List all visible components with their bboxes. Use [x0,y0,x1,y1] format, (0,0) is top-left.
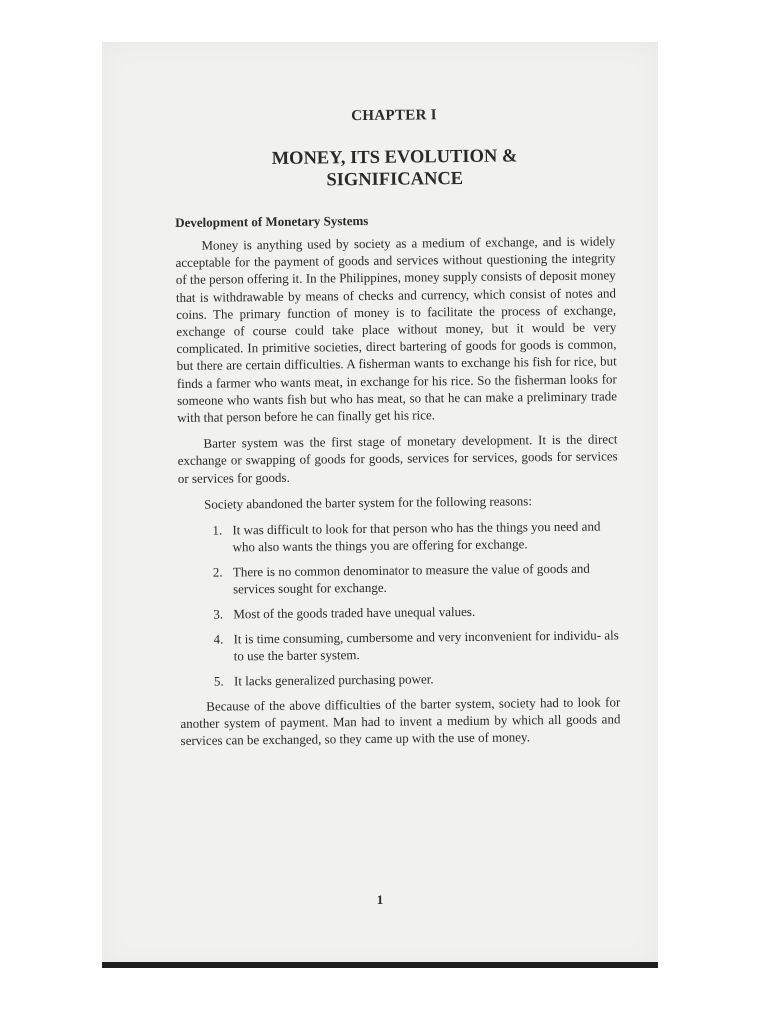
list-item [179,559,619,598]
list-item-number: 1. [212,522,223,538]
chapter-title-line-1: MONEY, ITS EVOLUTION & [271,146,518,169]
list-item [179,601,619,623]
list-item [178,517,618,556]
list-item-text: It was difficult to look for that person who has the things you need and who also wants the things you are offering for exchange. [232,518,601,555]
page-content [174,105,621,758]
list-item-number: 2. [212,564,223,580]
reasons-list [178,517,620,690]
page-number: 1 [376,892,384,907]
chapter-title-line-2: SIGNIFICANCE [326,168,464,191]
section-heading: Development of Monetary Systems [175,212,369,230]
list-item-number: 3. [213,606,224,622]
list-item-number: 4. [213,631,224,647]
chapter-title [174,144,614,193]
list-item [180,668,620,690]
list-item-text: It is time consuming, cumbersome and very inconvenient for individu- als to use the barter system. [233,627,619,664]
list-item-text: There is no common denominator to measure the value of goods and services sought for exchange. [232,560,590,597]
paragraph-money-definition: Money is anything used by society as a medium of exchange, and is widely acceptable for the payment of goods and services without questioning the integrity of the person offering it. In the Philippines, money supply consists of deposit money that is withdrawable by means of checks and currency, which consist of notes and coins. The primary function of money is to facilitate the process of exchange, exchange of course could take place without money, but it would be very complicated. In primitive societies, direct bartering of goods for goods is common, but there are certain difficulties. A fisherman wants to exchange his fish for rice, but finds a farmer who wants meat, in exchange for his rice. So the fisherman looks for someone who wants fish but who has meat, so that he can make a preliminary trade with that person before he can finally get his rice. [175,233,618,426]
list-item-text: It lacks generalized purchasing power. [233,671,434,689]
list-item [179,626,619,665]
paragraph-closing: Because of the above difficulties of the barter system, society had to look for another system of payment. Man had to invent a medium by which all goods and services can be exchanged, so they came up with the use of money. [180,694,621,749]
list-item-number: 5. [213,673,224,689]
paragraph-reasons-intro: Society abandoned the barter system for the following reasons: [204,493,533,512]
chapter-label: CHAPTER I [351,107,437,125]
book-page [102,42,658,968]
paragraph-barter-system: Barter system was the first stage of monetary development. It is the direct exchange or swapping of goods for goods, services for services, goods for services or services for goods. [177,431,618,486]
list-item-text: Most of the goods traded have unequal values. [233,603,476,622]
page-bottom-edge [102,962,658,968]
